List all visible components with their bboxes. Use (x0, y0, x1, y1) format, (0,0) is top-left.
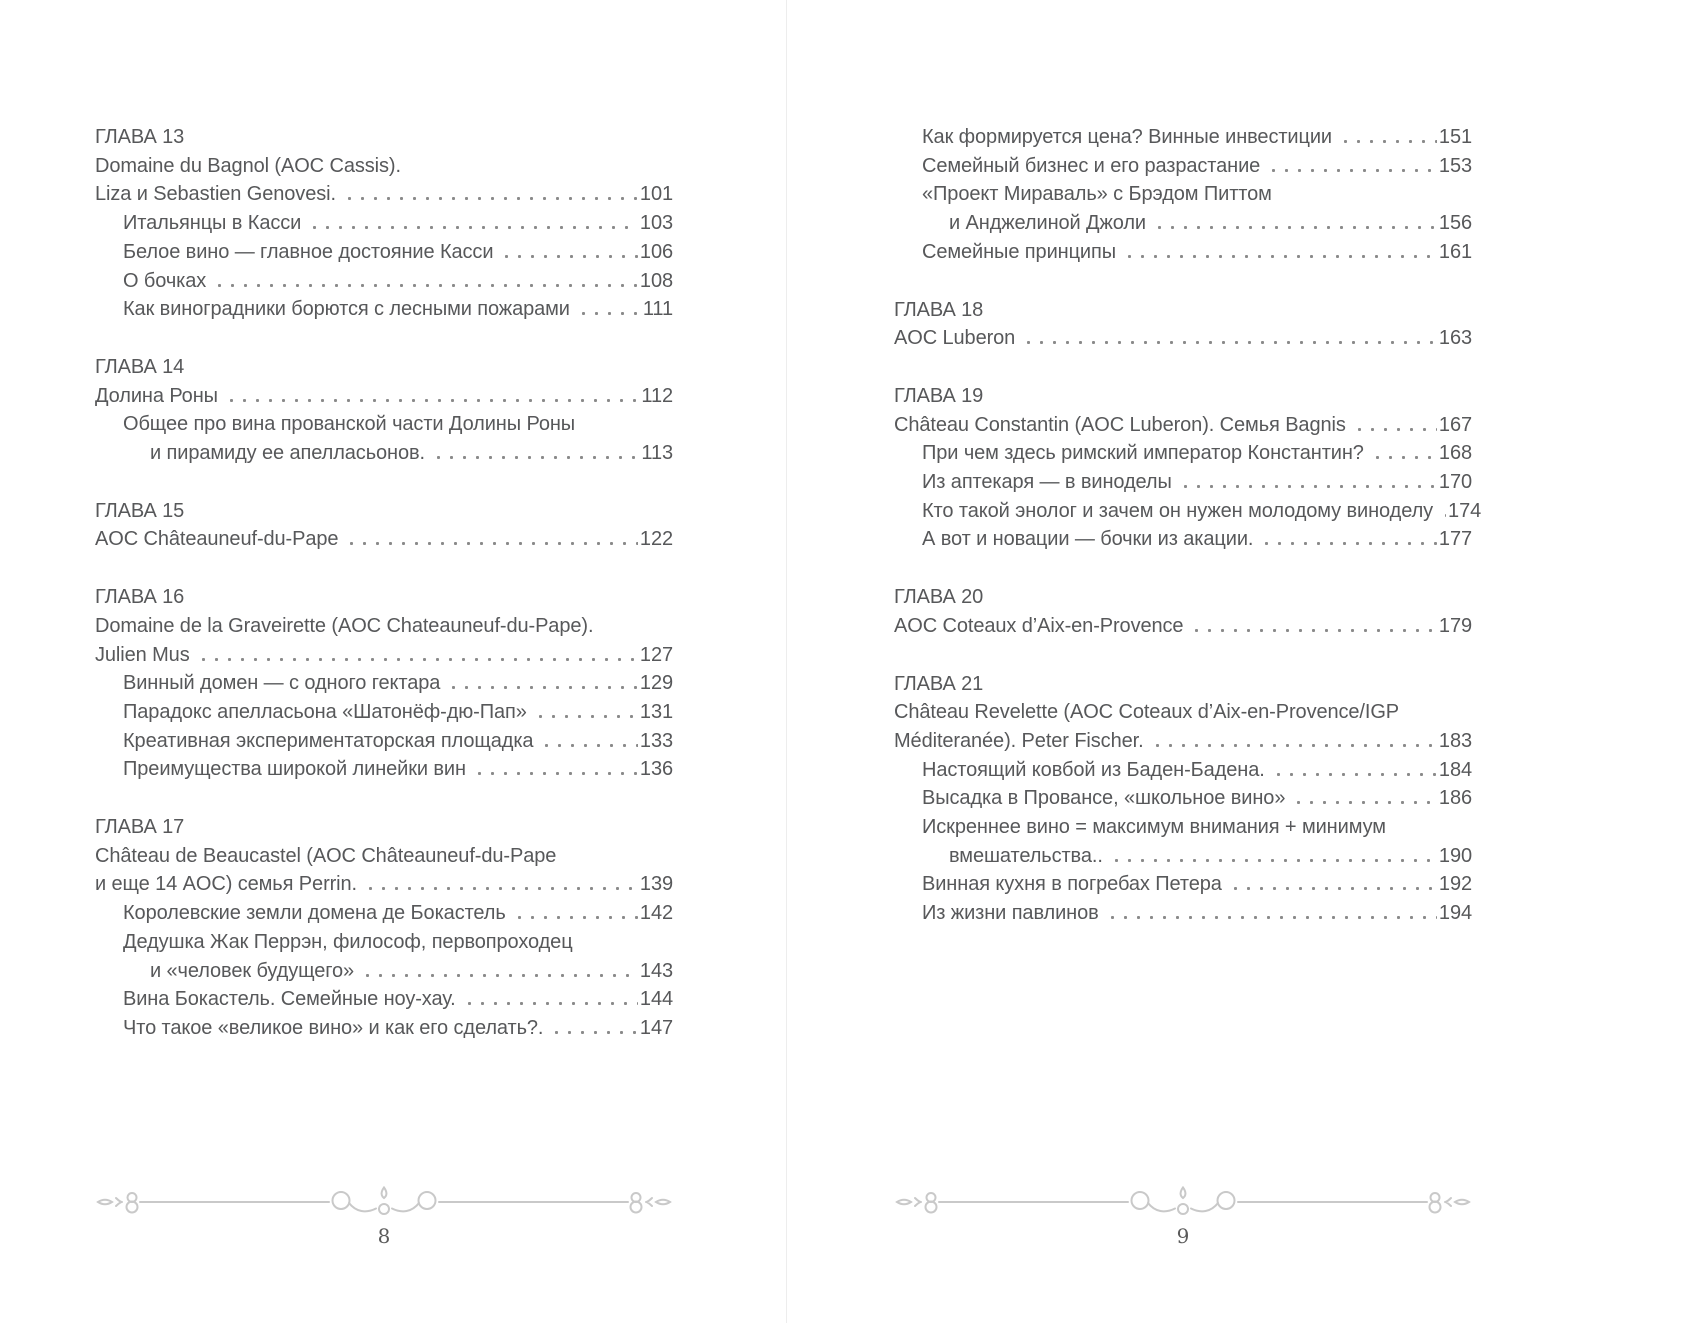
toc-line (95, 353, 673, 382)
toc-entry (894, 525, 1472, 554)
toc-entry (95, 928, 673, 985)
toc-line (95, 583, 673, 612)
toc-chapter-title-text: Долина Роны (95, 384, 218, 407)
toc-line (95, 410, 673, 439)
toc-entry-page-number: 186 (1438, 787, 1472, 810)
toc-chapter-title-text: Château Revelette (AOC Coteaux d’Aix-en-Provence/IGP (894, 701, 1400, 724)
toc-chapter-title (95, 525, 673, 554)
dot-leader (463, 985, 638, 1014)
toc-entry (95, 698, 673, 727)
toc-entry-page-number: 177 (1438, 528, 1472, 551)
toc-line (95, 295, 673, 324)
toc-entry-page-number: 103 (639, 212, 673, 235)
toc-chapter-label: ГЛАВА 21 (894, 672, 984, 695)
toc-entry (95, 238, 673, 267)
dot-leader (308, 209, 638, 238)
toc-entry-text: и «человек будущего» (150, 959, 355, 982)
toc-line (95, 755, 673, 784)
toc-entry-page-number: 156 (1438, 212, 1472, 235)
toc-line (894, 152, 1472, 181)
toc-chapter-title-text: Domaine de la Graveirette (AOC Chateauneuf-du-Pape). (95, 614, 594, 637)
dot-leader (550, 1014, 638, 1043)
toc-line (894, 209, 1472, 238)
dot-leader (1260, 525, 1437, 554)
toc-entry-text: Белое вино — главное достояние Касси (123, 240, 494, 263)
page-gutter-divider (786, 0, 787, 1323)
dot-leader (1110, 842, 1437, 871)
toc-line (95, 870, 673, 899)
toc-entry-text: О бочках (123, 269, 207, 292)
dot-leader (213, 267, 638, 296)
toc-entry-page-number: 151 (1438, 126, 1472, 148)
toc-entry (894, 468, 1472, 497)
toc-line (95, 439, 673, 468)
toc-entry-page-number: 192 (1438, 873, 1472, 896)
toc-entry-text: Что такое «великое вино» и как его сделать?. (123, 1016, 544, 1039)
toc-entry (894, 813, 1472, 870)
toc-page-right (894, 0, 1482, 1323)
toc-entry (95, 755, 673, 784)
toc-entry-page-number: 106 (639, 240, 673, 263)
dot-leader (225, 382, 639, 411)
toc-entry-page-number: 131 (639, 700, 673, 723)
toc-entry-text: Искреннее вино = максимум внимания + минимум (922, 816, 1386, 839)
dot-leader (1123, 238, 1437, 267)
toc-entry-text: Как формируется цена? Винные инвестиции (922, 126, 1332, 148)
toc-entry-page-number: 153 (1438, 154, 1472, 177)
toc-chapter-block (95, 583, 673, 784)
dot-leader (432, 439, 639, 468)
toc-entry (894, 180, 1472, 237)
toc-chapter-block (95, 497, 673, 554)
dot-leader (343, 180, 638, 209)
toc-chapter-title-text: Liza и Sebastien Genovesi. (95, 183, 336, 206)
dot-leader (364, 870, 638, 899)
dot-leader (361, 957, 638, 986)
toc-entry (95, 727, 673, 756)
toc-chapter-label: ГЛАВА 14 (95, 355, 185, 378)
toc-entry (894, 238, 1472, 267)
toc-line (95, 669, 673, 698)
page-footer-left (95, 1186, 673, 1248)
toc-chapter-block (894, 670, 1472, 928)
toc-entry-text: Парадокс апелласьона «Шатонёф-дю-Пап» (123, 700, 527, 723)
toc-line (95, 928, 673, 957)
toc-entry-page-number: 190 (1438, 844, 1472, 867)
toc-entry-page-number: 101 (639, 183, 673, 206)
toc-entry-text: Общее про вина прованской части Долины Роны (123, 413, 576, 436)
toc-line (894, 497, 1482, 526)
toc-chapter-label: ГЛАВА 17 (95, 816, 185, 839)
toc-chapter-label: ГЛАВА 18 (894, 298, 984, 321)
toc-entry-page-number: 111 (642, 298, 673, 321)
toc-line (894, 727, 1472, 756)
toc-line (894, 670, 1472, 699)
toc-entry-page-number: 133 (639, 729, 673, 752)
toc-entry-page-number: 194 (1438, 902, 1472, 925)
toc-entry-page-number: 163 (1438, 327, 1472, 350)
toc-entry-text: Настоящий ковбой из Баден-Бадена. (922, 758, 1265, 781)
toc-line (95, 238, 673, 267)
toc-line (894, 180, 1472, 209)
toc-entry-text: Винная кухня в погребах Петера (922, 873, 1222, 896)
toc-entry (894, 784, 1472, 813)
toc-entry-page-number: 144 (639, 988, 673, 1011)
toc-line (95, 698, 673, 727)
toc-chapter-title-text: AOC Luberon (894, 327, 1016, 350)
dot-leader (1179, 468, 1437, 497)
dot-leader (1267, 152, 1437, 181)
toc-chapter-block (95, 353, 673, 468)
toc-line (894, 382, 1472, 411)
toc-line (894, 296, 1472, 325)
dot-leader (1229, 870, 1437, 899)
toc-line (95, 123, 673, 152)
toc-chapter-label: ГЛАВА 13 (95, 126, 185, 148)
toc-line (894, 583, 1472, 612)
toc-chapter-title-text: AOC Châteauneuf-du-Pape (95, 528, 339, 551)
dot-leader (1190, 612, 1436, 641)
toc-entry (95, 669, 673, 698)
toc-entry-text: Как виноградники борются с лесными пожарами (123, 298, 570, 321)
dot-leader (197, 641, 638, 670)
toc-line (894, 784, 1472, 813)
toc-entry-page-number: 168 (1438, 442, 1472, 465)
dot-leader (473, 755, 638, 784)
dot-leader (1153, 209, 1437, 238)
toc-chapter-title-text: Domaine du Bagnol (AOC Cassis). (95, 154, 401, 177)
toc-chapter-block (894, 583, 1472, 640)
toc-entry-text: Семейный бизнес и его разрастание (922, 154, 1261, 177)
toc-line (894, 756, 1472, 785)
toc-entry-text: Кто такой энолог и зачем он нужен молодому виноделу (922, 499, 1434, 522)
toc-chapter-label: ГЛАВА 16 (95, 586, 185, 609)
toc-chapter-title-text: и еще 14 AOC) семья Perrin. (95, 873, 358, 896)
toc-line (95, 899, 673, 928)
toc-chapter-label: ГЛАВА 15 (95, 499, 185, 522)
toc-entry-page-number: 139 (639, 873, 673, 896)
toc-line (95, 209, 673, 238)
dot-leader (1151, 727, 1437, 756)
toc-line (894, 698, 1472, 727)
toc-entry (894, 756, 1472, 785)
toc-entry (894, 439, 1472, 468)
dot-leader (1339, 123, 1437, 152)
toc-entry-page-number: 129 (639, 672, 673, 695)
toc-entry-page-number: 167 (1438, 413, 1472, 436)
toc-line (95, 612, 673, 641)
toc-line (95, 727, 673, 756)
toc-chapter-title (95, 382, 673, 411)
toc-line (95, 985, 673, 1014)
toc-entry-text: вмешательства.. (949, 844, 1103, 867)
dot-leader (1353, 411, 1437, 440)
toc-chapter-title-text: Méditeranée). Peter Fischer. (894, 729, 1144, 752)
toc-entry-page-number: 170 (1438, 471, 1472, 494)
toc-entry-text: и Анджелиной Джоли (949, 212, 1147, 235)
toc-entry (95, 1014, 673, 1043)
toc-line (894, 870, 1472, 899)
toc-entry-page-number: 142 (639, 902, 673, 925)
toc-entry-page-number: 184 (1438, 758, 1472, 781)
toc-page-left (95, 0, 673, 1323)
toc-line (95, 180, 673, 209)
toc-entry-text: Винный домен — с одного гектара (123, 672, 441, 695)
toc-chapter-title (894, 411, 1472, 440)
toc-chapter-title-text: Château Constantin (AOC Luberon). Семья Bagnis (894, 413, 1346, 436)
toc-line (95, 267, 673, 296)
toc-chapter-title-text: AOC Coteaux d’Aix-en-Provence (894, 614, 1184, 637)
toc-entry-page-number: 183 (1438, 729, 1472, 752)
dot-leader (1272, 756, 1437, 785)
toc-entry (894, 152, 1472, 181)
dot-leader (577, 295, 641, 324)
toc-entry-page-number: 113 (641, 442, 673, 465)
toc-chapter-label: ГЛАВА 20 (894, 586, 984, 609)
dot-leader (1371, 439, 1437, 468)
dot-leader (540, 727, 637, 756)
toc-entry-text: «Проект Мираваль» с Брэдом Питтом (922, 183, 1272, 206)
toc-entry (894, 870, 1472, 899)
dot-leader (500, 238, 638, 267)
dot-leader (534, 698, 638, 727)
toc-chapter-label: ГЛАВА 19 (894, 384, 984, 407)
toc-line (894, 842, 1472, 871)
toc-entry-page-number: 136 (639, 758, 673, 781)
toc-chapter-block (894, 123, 1472, 267)
toc-entry-text: Семейные принципы (922, 240, 1117, 263)
toc-entry-text: Вина Бокастель. Семейные ноу-хау. (123, 988, 456, 1011)
toc-entry-text: Преимущества широкой линейки вин (123, 758, 466, 781)
toc-chapter-title-text: Julien Mus (95, 643, 190, 666)
toc-entry (95, 209, 673, 238)
toc-entry-page-number: 147 (639, 1016, 673, 1039)
toc-entry-page-number: 179 (1438, 614, 1472, 637)
toc-line (95, 1014, 673, 1043)
toc-line (894, 612, 1472, 641)
toc-chapter-block (894, 382, 1482, 554)
toc-entry-text: Дедушка Жак Перрэн, философ, первопроходец (123, 930, 573, 953)
toc-line (95, 152, 673, 181)
toc-line (894, 324, 1472, 353)
toc-entry-text: Итальянцы в Касси (123, 212, 302, 235)
toc-entry (95, 295, 673, 324)
toc-entry (894, 497, 1482, 526)
toc-entry (894, 123, 1472, 152)
toc-entry-page-number: 122 (639, 528, 673, 551)
toc-entry (894, 899, 1472, 928)
footer-ornament-divider-icon (894, 1186, 1472, 1218)
toc-chapter-block (95, 813, 673, 1043)
dot-leader (1292, 784, 1437, 813)
toc-entry-page-number: 174 (1448, 499, 1482, 522)
toc-list-right (894, 0, 1482, 928)
toc-entry-text: Высадка в Провансе, «школьное вино» (922, 787, 1286, 810)
toc-entry-page-number: 112 (641, 384, 673, 407)
toc-line (894, 525, 1472, 554)
dot-leader (447, 669, 638, 698)
toc-entry-text: Королевские земли домена де Бокастель (123, 902, 506, 925)
toc-entry (95, 410, 673, 467)
toc-line (894, 813, 1472, 842)
page-number-folio: 9 (1176, 1224, 1190, 1248)
toc-chapter-title (95, 842, 673, 899)
toc-entry-text: Из аптекаря — в виноделы (922, 471, 1172, 494)
toc-entry-page-number: 161 (1438, 240, 1472, 263)
toc-line (95, 525, 673, 554)
toc-list-left (95, 0, 673, 1043)
toc-chapter-title (95, 612, 673, 669)
toc-entry-text: Креативная экспериментаторская площадка (123, 729, 534, 752)
toc-line (95, 957, 673, 986)
dot-leader (1106, 899, 1437, 928)
toc-chapter-title (894, 612, 1472, 641)
toc-entry (95, 899, 673, 928)
toc-entry-text: А вот и новации — бочки из акации. (922, 528, 1254, 551)
toc-chapter-title (894, 698, 1472, 755)
toc-entry-text: и пирамиду ее апелласьонов. (150, 442, 425, 465)
toc-line (894, 123, 1472, 152)
dot-leader (513, 899, 638, 928)
toc-line (95, 497, 673, 526)
toc-line (95, 813, 673, 842)
page-number-folio: 8 (377, 1224, 391, 1248)
dot-leader (1440, 497, 1446, 526)
toc-chapter-title (95, 152, 673, 209)
toc-line (894, 899, 1472, 928)
toc-line (894, 468, 1472, 497)
toc-line (95, 641, 673, 670)
toc-line (95, 382, 673, 411)
toc-chapter-title-text: Château de Beaucastel (AOC Châteauneuf-du-Pape (95, 844, 557, 867)
toc-chapter-title (894, 324, 1472, 353)
toc-entry (95, 985, 673, 1014)
toc-line (894, 238, 1472, 267)
toc-entry-page-number: 143 (639, 959, 673, 982)
toc-chapter-block (95, 123, 673, 324)
page-footer-right (894, 1186, 1472, 1248)
toc-entry-page-number: 127 (639, 643, 673, 666)
dot-leader (1022, 324, 1437, 353)
toc-chapter-block (894, 296, 1472, 353)
toc-entry-page-number: 108 (639, 269, 673, 292)
toc-entry-text: Из жизни павлинов (922, 902, 1099, 925)
toc-entry-text: При чем здесь римский император Константин? (922, 442, 1364, 465)
toc-entry (95, 267, 673, 296)
toc-line (894, 439, 1472, 468)
toc-line (894, 411, 1472, 440)
toc-line (95, 842, 673, 871)
footer-ornament-divider-icon (95, 1186, 673, 1218)
dot-leader (345, 525, 638, 554)
